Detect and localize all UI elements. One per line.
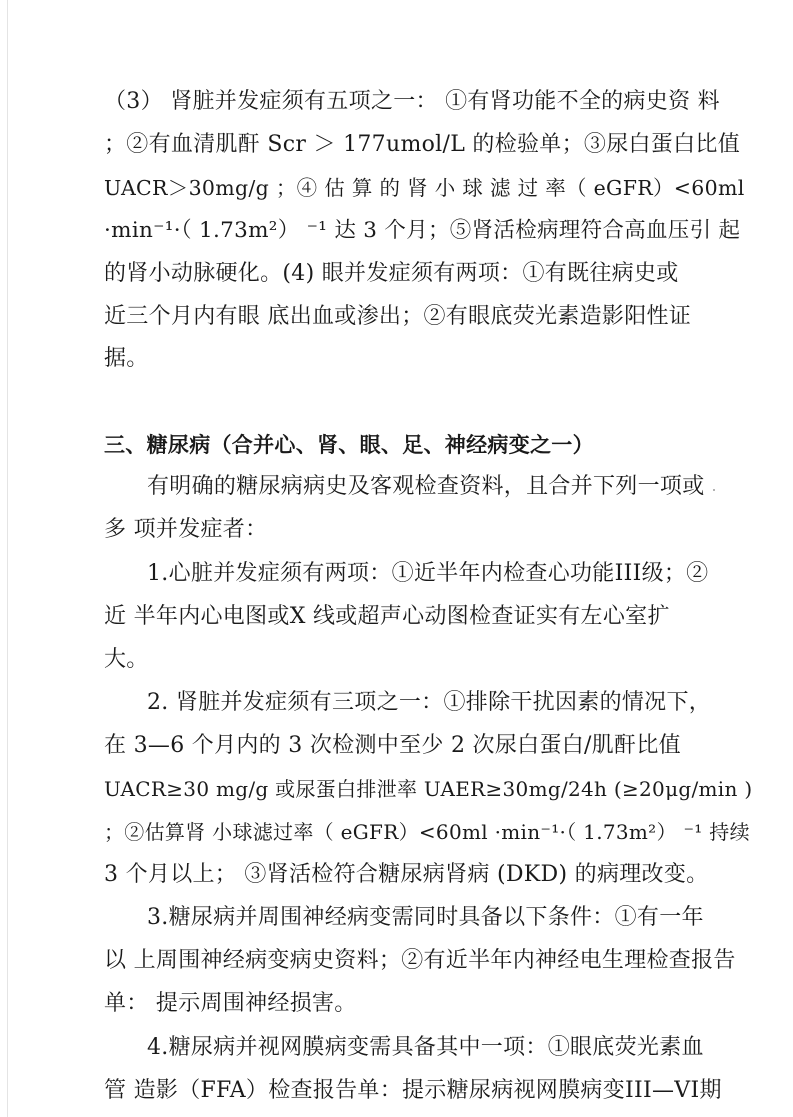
text-line-22: 4.糖尿病并视网膜病变需具备其中一项：①眼底荧光素血	[147, 1035, 704, 1060]
text-line-20: 以 上周围神经病变病史资料；②有近半年内神经电生理检查报告	[104, 948, 736, 973]
text-line-19: 3.糖尿病并周围神经病变需同时具备以下条件：①有一年	[147, 905, 704, 930]
text-line-18: 3 个月以上； ③肾活检符合糖尿病肾病 (DKD) 的病理改变。	[104, 862, 709, 887]
scan-speck	[713, 489, 715, 491]
text-line-9: 有明确的糖尿病病史及客观检查资料，且合并下列一项或	[147, 474, 705, 499]
text-line-13: 大。	[104, 647, 149, 672]
text-line-1: （3） 肾脏并发症须有五项之一： ①有肾功能不全的病史资 料	[104, 89, 720, 114]
text-line-15: 在 3—6 个月内的 3 次检测中至少 2 次尿白蛋白/肌酐比值	[104, 733, 681, 758]
text-line-3: UACR＞30mg/g ；④ 估 算 的 肾 小 球 滤 过 率（ eGFR）<60ml	[104, 176, 745, 200]
text-line-17: ；②估算肾 小球滤过率（ eGFR）<60ml ·min⁻¹·（ 1.73m²） ⁻¹ 持续	[104, 820, 750, 844]
text-line-6: 近三个月内有眼 底出血或渗出；②有眼底荧光素造影阳性证	[104, 304, 692, 329]
section-heading-diabetes: 三、糖尿病（合并心、肾、眼、足、神经病变之一）	[104, 433, 594, 457]
text-line-14: 2. 肾脏并发症须有三项之一：①排除干扰因素的情况下，	[147, 690, 712, 715]
text-line-10: 多 项并发症者：	[104, 517, 268, 542]
text-line-21: 单： 提示周围神经损害。	[104, 991, 357, 1016]
text-line-5: 的肾小动脉硬化。(4) 眼并发症须有两项：①有既往病史或	[104, 261, 679, 286]
text-line-11: 1.心脏并发症须有两项：①近半年内检查心功能III级；②	[147, 561, 709, 586]
text-line-23: 管 造影（FFA）检查报告单：提示糖尿病视网膜病变III—VI期	[104, 1078, 722, 1103]
text-line-4: ·min⁻¹·（ 1.73m²） ⁻¹ 达 3 个月；⑤肾活检病理符合高血压引 起	[104, 218, 741, 243]
text-line-12: 近 半年内心电图或X 线或超声心动图检查证实有左心室扩	[104, 604, 670, 629]
text-line-7: 据。	[104, 346, 149, 371]
page-edge-line	[7, 0, 8, 1117]
text-line-16: UACR≥30 mg/g 或尿蛋白排泄率 UAER≥30mg/24h (≥20μg/min )	[104, 777, 753, 801]
text-line-2: ；②有血清肌酐 Scr ＞ 177umol/L 的检验单；③尿白蛋白比值	[104, 132, 741, 157]
